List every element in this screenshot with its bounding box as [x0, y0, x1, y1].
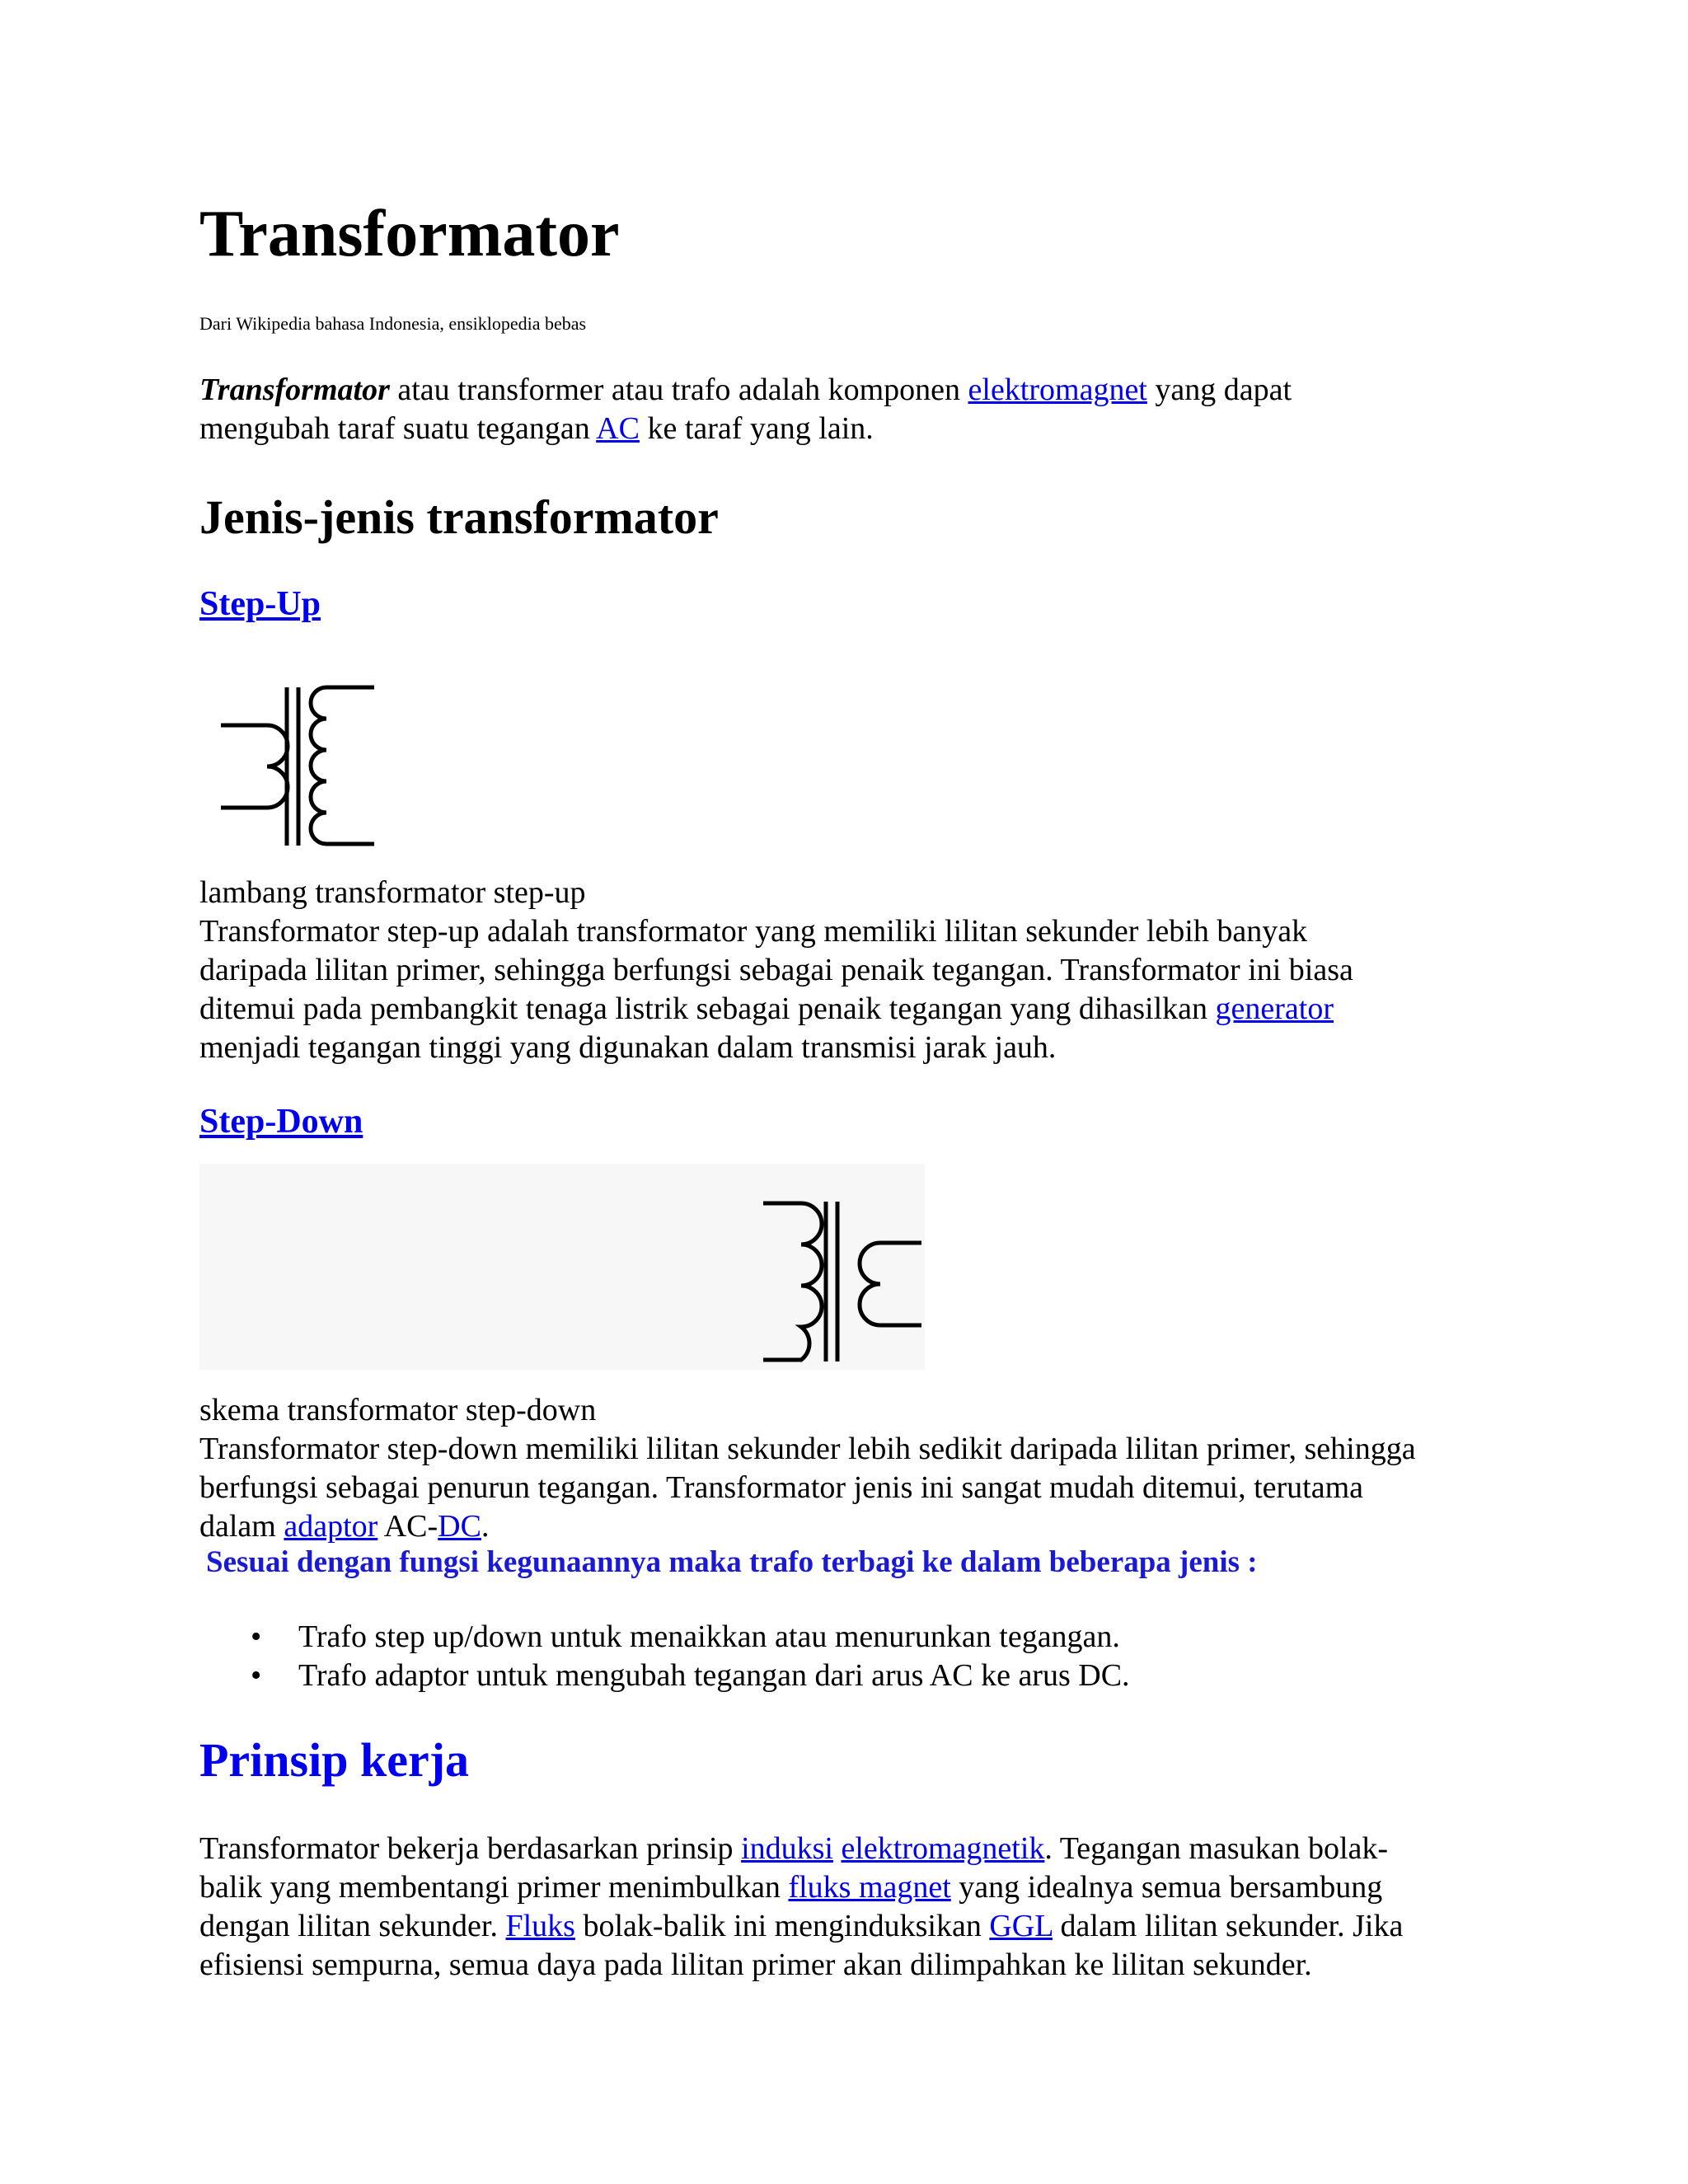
link-ggl[interactable]: GGL — [989, 1909, 1053, 1943]
intro-paragraph: Transformator atau transformer atau trafo adalah komponen elektromagnet yang dapat mengubah taraf suatu tegangan AC ke taraf yang lain. — [199, 373, 1292, 446]
link-fluks[interactable]: Fluks — [505, 1909, 575, 1943]
link-induksi[interactable]: induksi — [741, 1831, 833, 1866]
link-elektromagnet[interactable]: elektromagnet — [968, 373, 1147, 407]
step-down-link[interactable]: Step-Down — [199, 1103, 363, 1141]
step-up-caption: lambang transformator step-up — [199, 875, 586, 910]
step-up-symbol-icon — [218, 681, 382, 854]
step-down-caption: skema transformator step-down — [199, 1393, 597, 1427]
step-down-symbol-icon — [760, 1197, 925, 1370]
step-up-text: lambang transformator step-up Transformator step-up adalah transformator yang memiliki lilitan sekunder lebih banyak daripada lilitan primer, sehingga berfungsi sebagai penaik tegangan. Transformator ini biasa ditemui pada pembangkit tenaga listrik sebagai penaik tegangan yang dihasilkan generator menjadi tegangan tinggi yang digunakan dalam transmisi jarak jauh. — [199, 874, 1518, 1067]
page-title: Transformator — [199, 198, 620, 270]
trafo-types-list — [199, 1618, 1130, 1695]
link-dc[interactable]: DC — [438, 1509, 481, 1544]
list-item: • Trafo step up/down untuk menaikkan atau menurunkan tegangan. — [251, 1619, 1120, 1654]
heading-jenis-transformator: Jenis-jenis transformator — [199, 490, 719, 544]
link-ac[interactable]: AC — [596, 411, 640, 446]
intro-term: Transformator — [199, 373, 390, 407]
page-subtitle: Dari Wikipedia bahasa Indonesia, ensiklopedia bebas — [199, 313, 587, 334]
step-up-link[interactable]: Step-Up — [199, 585, 321, 623]
principle-paragraph: Transformator bekerja berdasarkan prinsip induksi elektromagnetik. Tegangan masukan bolak- balik yang membentangi primer menimbulkan fluks magnet yang idealnya semua bersambung dengan lilitan sekunder. Fluks bolak-balik ini menginduksikan GGL dalam lilitan sekunder. Jika efisiensi sempurna, semua daya pada lilitan primer akan dilimpahkan ke lilitan sekunder. — [199, 1831, 1404, 1982]
step-down-text: skema transformator step-down Transformator step-down memiliki lilitan sekunder lebih sedikit daripada lilitan primer, sehingga berfungsi sebagai penurun tegangan. Transformator jenis ini sangat mudah ditemui, terutama dalam adaptor AC-DC. — [199, 1391, 1518, 1546]
heading-prinsip-kerja: Prinsip kerja — [199, 1733, 470, 1787]
link-elektromagnetik[interactable]: elektromagnetik — [841, 1831, 1045, 1866]
heading-step-down — [199, 1103, 363, 1141]
list-item: • Trafo adaptor untuk mengubah tegangan dari arus AC ke arus DC. — [251, 1658, 1130, 1693]
link-fluks-magnet[interactable]: fluks magnet — [788, 1870, 951, 1905]
heading-step-up — [199, 585, 321, 623]
trafo-types-note: Sesuai dengan fungsi kegunaannya maka trafo terbagi ke dalam beberapa jenis : — [206, 1545, 1258, 1579]
link-generator[interactable]: generator — [1215, 991, 1334, 1026]
link-adaptor[interactable]: adaptor — [284, 1509, 378, 1544]
